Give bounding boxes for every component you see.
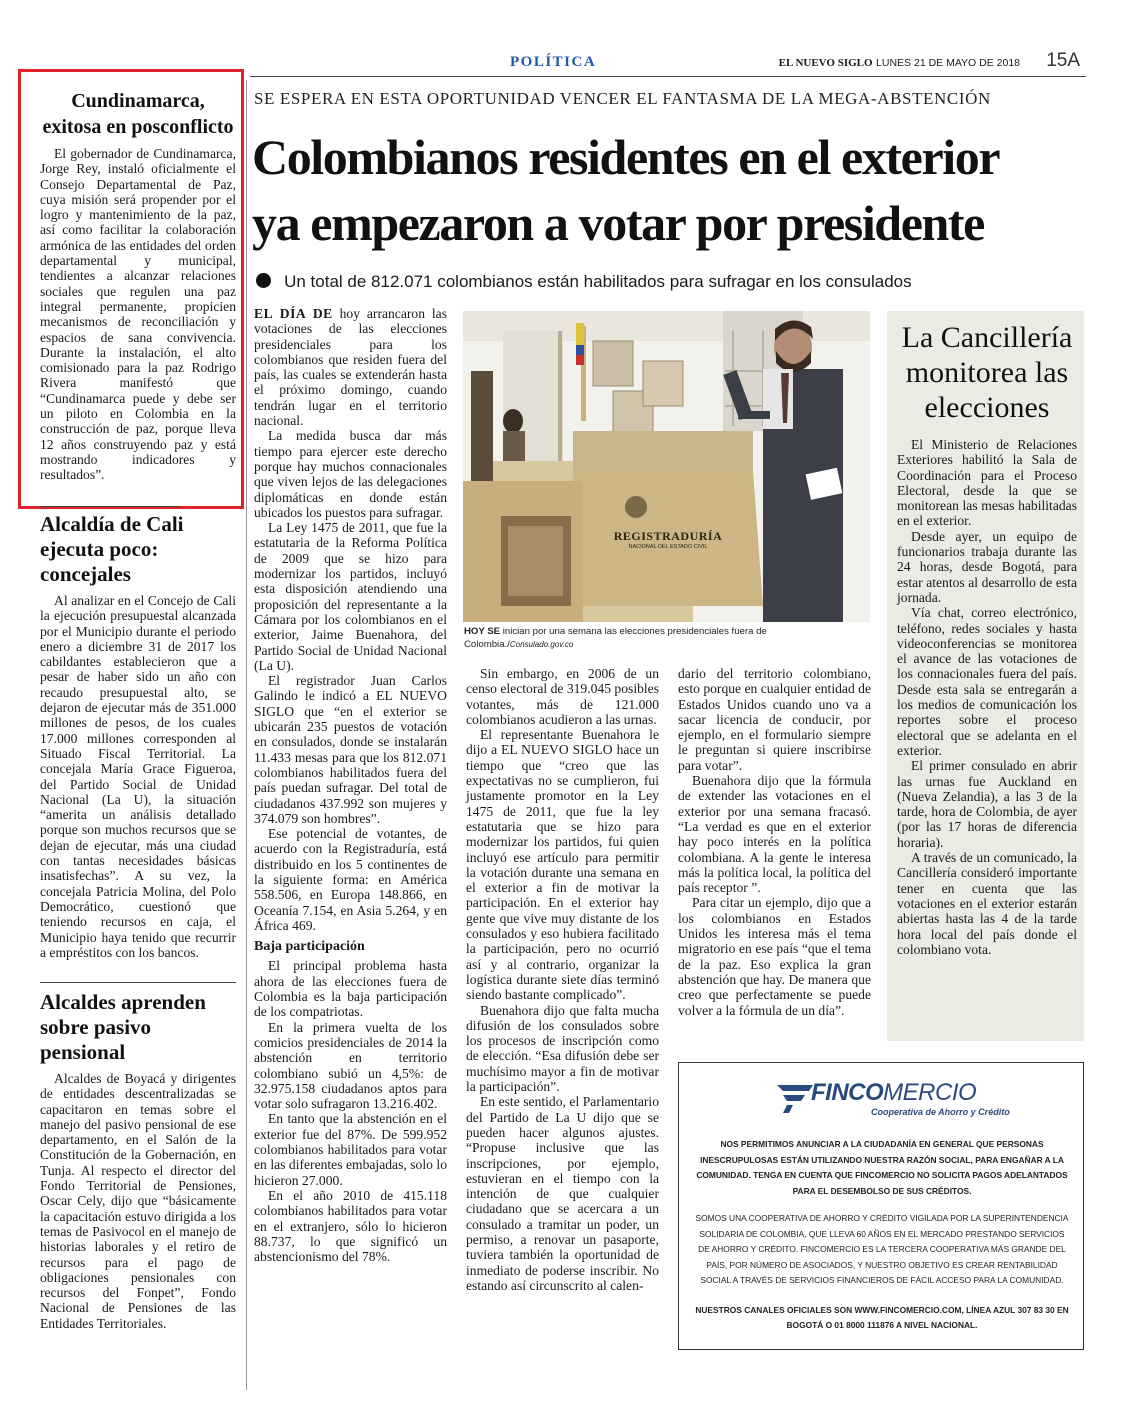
paragraph: Para citar un ejemplo, dijo que a los colombianos en Estados Unidos les interesa más el tema migratorio en ese país “que el tema de la paz. Eso explica la gran abstención que hay. De manera que creo que perfectamente se puede volver a la fórmula de un día”. [678,895,871,1018]
paragraph: Buenahora dijo que falta mucha difusión de los consulados sobre los procesos de inscripción como de elección. “Esa difusión debe ser muchísimo mayor a fin de motivar la participación”. [466,1002,659,1095]
brief-divider [40,506,180,507]
ad-brand [811,1079,976,1107]
issue-date: LUNES 21 DE MAYO DE 2018 [876,57,1020,69]
story-col-2 [466,666,659,1293]
paragraph: Sin embargo, en 2006 de un censo electoral de 319.045 posibles votantes, más de 121.000 colombianos acudieron a las urnas. [466,666,659,727]
paragraph: El Ministerio de Relaciones Exteriores habilitó la Sala de Coordinación para el Proceso Electoral, desde la que se monitorean las mesas habilitadas en el exterior. [897,437,1077,529]
brief-cali [40,512,236,960]
photo-caption [464,626,872,651]
caption-text: inician por una semana las elecciones presidenciales fuera de Colombia./ [464,626,767,650]
paragraph: Vía chat, correo electrónico, teléfono, redes sociales y hasta videoconferencias se monitorea el avance de las votaciones de los connacionales fuera del país. Desde esta sala se entregarán a los medios de comunicación los reportes sobre el proceso electoral que se adelanta en el exterior. [897,605,1077,758]
ad-paragraph: NOS PERMITIMOS ANUNCIAR A LA CIUDADANÍA EN GENERAL QUE PERSONAS INESCRUPULOSAS ESTÁN UTILIZANDO NUESTRA RAZÓN SOCIAL, PARA ENGAÑAR A LA COMUNIDAD. TENGA EN CUENTA QUE FINCOMERCIO NO SOLICITA PAGOS ADELANTADOS PARA EL DESEMBOLSO DE SUS CRÉDITOS. [696,1139,1068,1196]
brief-title: Alcaldes aprenden sobre pasivo pensional [40,990,206,1064]
headline-line-2: ya empezaron a votar por presidente [252,195,984,251]
brief-boyaca [40,990,236,1331]
brief-cundinamarca [40,88,236,483]
section-label: POLÍTICA [510,54,597,70]
brand-part-2: MERCIO [883,1079,977,1106]
brief-title: Alcaldía de Cali ejecuta poco: concejales [40,512,184,586]
deck-text: Un total de 812.071 colombianos están habilitados para sufragar en los consulados [284,272,912,291]
paper-dateline [779,56,1020,69]
paragraph: Buenahora dijo que la fórmula de extender las votaciones en el exterior por una semana fracasó. “La verdad es que en el exterior hay poco interés en la política colombiana. A la gente le interesa más la política local, la política del país receptor ”. [678,773,871,896]
fincomercio-ad [678,1062,1084,1350]
headline-line-1: Colombianos residentes en el exterior [252,129,1000,185]
paragraph: dario del territorio colombiano, esto porque en cualquier entidad de Estados Unidos cuando uno va a sacar licencia de conducir, por ejemplo, en el formulario siempre le preguntan si quiere inscribirse para votar”. [678,666,871,773]
brand-part-1: FINCO [811,1079,884,1106]
paragraph: El representante Buenahora le dijo a EL NUEVO SIGLO hace un tiempo que “creo que las expectativas no se cumplieron, fui justamente promotor en la Ley 1475 de 2011, que fue la ley estatutaria que se hizo para modernizar los partidos, fui quien incluyó ese artículo para permitir la votación durante una semana en el exterior a fin de motivar la participación. En el exterior hay gente que vive muy distante de los consulados y eso hubiera facilitado la participación, pero no ocurrió así y al contrario, organizar la logística durante siete días terminó siendo bastante complicado”. [466,727,659,1003]
paragraph: En tanto que la abstención en el exterior fue del 87%. De 599.952 colombianos habilitados para votar en las diferentes embajadas, solo lo hicieron 27.000. [254,1111,447,1188]
header-rule [250,76,1086,77]
story-col-1 [254,306,447,1264]
lead-in: EL DÍA DE [254,306,333,321]
paragraph: El registrador Juan Carlos Galindo le indicó a EL NUEVO SIGLO que “en el exterior se ubicarán 235 puestos de votación en consulados, donde se instalarán 11.433 mesas para que los 812.071 colombianos habilitados fuera del país puedan sufragar. Del total de ciudadanos 437.992 son mujeres y 374.079 son hombres”. [254,673,447,826]
ad-notice [693,1137,1071,1334]
subhead: Baja participación [254,939,365,955]
ad-paragraph: SOMOS UNA COOPERATIVA DE AHORRO Y CRÉDITO VIGILADA POR LA SUPERINTENDENCIA SOLIDARIA DE COLOMBIA, QUE LLEVA 60 AÑOS EN EL MERCADO PRESTANDO SERVICIOS DE AHORRO Y CRÉDITO. FINCOMERCIO ES LA TERCERA COOPERATIVA MÁS GRANDE DEL PAÍS, POR NÚMERO DE ASOCIADOS, Y NUESTRO OBJETIVO ES CREAR RENTABILIDAD SOCIAL A TRAVÉS DE SERVICIOS FINANCIEROS DE FÁCIL ACCESO PARA LA COMUNIDAD. [695,1213,1069,1285]
paper-name: EL NUEVO SIGLO [778,57,873,69]
story-deck [256,272,1076,292]
paragraph: En el año 2010 de 415.118 colombianos habilitados para votar en el extranjero, sólo lo hicieron 88.737, lo que significó un abstencionismo del 78%. [254,1187,447,1265]
sidebar-text [897,437,1077,957]
ballot-label-main: REGISTRADURÍA [613,529,723,543]
photo-illustration [463,311,870,622]
story-photo [463,311,870,622]
paragraph: La medida busca dar más tiempo para ejercer este derecho porque hay muchos connacionales que viven lejos de las delegaciones diplomáticas en donde están ubicados los puestos para sufragar. [254,428,447,520]
brief-text: Al analizar en el Concejo de Cali la ejecución presupuestal alcanzada por el Municipio durante el periodo enero a diciembre 31 de 2017 los cabildantes establecieron que a pesar de haber sido un año con recaudo presupuestal alto, se dejaron de ejecutar más de 351.000 millones de pesos, de los cuales 17.000 millones corresponden al Situado Fiscal Territorial. La concejala María Grace Figueroa, del Partido Social de Unidad Nacional (La U), la situación “amerita un análisis detallado porque son muchos recursos que se dejan de ejecutar, más una ciudad con tantas necesidades básicas insatisfechas”. A su vez, la concejala Patricia Molina, del Polo Democrático, cuestionó que teniendo recursos en caja, el Municipio haya tenido que recurrir a empréstitos con los bancos. [40,593,236,960]
paragraph: En la primera vuelta de los comicios presidenciales de 2014 la abstención en territorio colombiano subió un 4,5%: de 32.975.158 ciudadanos aptos para votar solo sufragaron 13.216.402. [254,1019,447,1112]
sidebar-content [897,320,1077,957]
story-col-3 [678,666,871,1018]
sidebar-title: La Cancillería monitorea las elecciones [901,321,1073,424]
story-headline [252,124,1092,256]
paragraph: hoy arrancaron las votaciones de las elecciones presidenciales para los colombianos que residen fuera del país, las cuales se extenderán hasta el próximo domingo, cuando tendrán lugar en el territorio nacional. [254,306,447,429]
paragraph: La Ley 1475 de 2011, que fue la estatutaria de la Reforma Política de 2009 que se hizo para modernizar los partidos, incluyó esta disposición atendiendo una proposición del representante a la Cámara por los colombianos en el exterior, Jaime Buenahora, del Partido Social de Unidad Nacional (La U). [254,520,447,673]
ad-tagline: Cooperativa de Ahorro y Crédito [871,1107,1010,1117]
brief-text: El gobernador de Cundinamarca, Jorge Rey, instaló oficialmente el Consejo Departamental de Paz, cuya misión será propender por el logro y mantenimiento de la paz, así como facilitar la colaboración armónica de las entidades del orden departamental y municipal, tendientes a alcanzar relaciones sociales que regulen una paz integral permanente, propicien mecanismos de reconciliación y espacios de sana convivencia. Durante la instalación, el alto comisionado para la paz Rodrigo Rivera manifestó que “Cundinamarca puede y debe ser un piloto en Colombia en la construcción de paz, porque lleva 12 años construyendo paz y está mostrando indicadores y resultados”. [40,146,236,483]
photo-credit: Consulado.gov.co [509,639,574,649]
ad-paragraph: NUESTROS CANALES OFICIALES SON WWW.FINCOMERCIO.COM, LÍNEA AZUL 307 83 30 EN BOGOTÁ O 01 8000 111876 A NIVEL NACIONAL. [695,1304,1069,1330]
brief-divider [40,982,236,983]
paragraph: Desde ayer, un equipo de funcionarios trabaja durante las 24 horas, desde Bogotá, para estar atentos al desarrollo de esta jornada. [897,528,1077,605]
brief-text: Alcaldes de Boyacá y dirigentes de entidades descentralizadas se capacitaron en temas sobre el manejo del pasivo pensional de ese departamento, en el Salón de la Constitución de la Gobernación, en Tunja. Al respecto el director del Fondo Territorial de Pensiones, Oscar Cely, dijo que “básicamente la capacitación estuvo dirigida a los temas de Pasivocol en el manejo de historias laborales y el retiro de recursos para el pago de obligaciones pensionales con recursos del Fonpet”, Fondo Nacional de Pensiones de las Entidades Territoriales. [40,1071,236,1331]
caption-lead: HOY SE [464,626,501,637]
story-kicker: SE ESPERA EN ESTA OPORTUNIDAD VENCER EL FANTASMA DE LA MEGA-ABSTENCIÓN [254,89,991,108]
paragraph: El principal problema hasta ahora de las elecciones fuera de Colombia es la baja participación de los compatriotas. [254,958,447,1020]
ballot-box-label [603,529,733,550]
paragraph: El primer consulado en abrir las urnas fue Auckland en (Nueva Zelandia), a las 3 de la tarde, hora de Colombia, de ayer (por las 17 horas de diferencia horaria). [897,758,1077,850]
column-rule [246,80,247,1390]
paragraph: A través de un comunicado, la Cancillería consideró importante tener en cuenta que las votaciones en el exterior estarán abiertas hasta las 4 de la tarde hora local del país donde el colombiano vota. [897,850,1077,957]
ad-logo [775,1077,1010,1123]
page-header [250,50,1080,76]
paragraph: Ese potencial de votantes, de acuerdo con la Registraduría, está distribuido en los 5 continentes de la siguiente forma: en América 558.506, en Europa 148.866, en Oceanía 7.154, en Asia 5.264, y en África 469. [254,826,447,933]
ballot-label-sub: NACIONAL DEL ESTADO CIVIL [628,544,708,550]
deck-bullet-icon [256,273,271,288]
fincomercio-logo-icon [775,1079,815,1113]
page-number: 15A [1046,50,1080,71]
brief-title: Cundinamarca, exitosa en posconflicto [42,90,234,138]
paragraph: En este sentido, el Parlamentario del Partido de La U dijo que se pueden hacer algunos ajustes. “Propuse inclusive que las inscripciones, por ejemplo, estuvieran en el tiempo con la intención de que cualquier ciudadano que se acercara a un consulado a tramitar un poder, un permiso, a renovar un pasaporte, tuviera también la oportunidad de inmediato de poderse inscribir. No estando así circunscrito al calen- [466,1094,659,1293]
